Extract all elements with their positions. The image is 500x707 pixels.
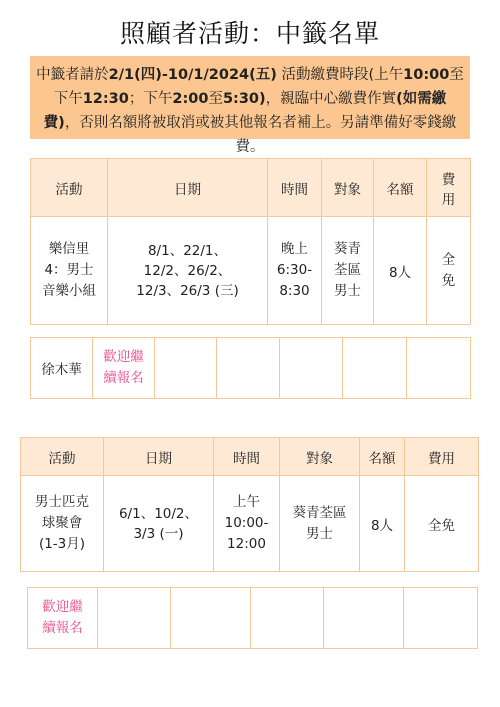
header-time: 時間 [214,438,280,476]
table-header-row [21,438,479,476]
notice-bold-time: 2:00 [172,91,209,107]
notice-bold-time: 12:30 [82,91,129,107]
header-fee: 費用 [427,159,471,217]
empty-slot [171,588,251,649]
welcome-signup-text: 歡迎繼續報名 [28,588,98,649]
empty-slot [217,338,280,399]
notice-text: 至 [208,91,223,107]
header-time: 時間 [268,159,322,217]
participant-roster-2 [27,587,478,649]
cell-target: 葵青荃區男士 [322,217,374,325]
header-target: 對象 [280,438,360,476]
notice-bold-condition: (如需繳費) [43,91,447,131]
notice-text: 活動繳費時段(上午 [276,67,404,83]
cell-date: 6/1、10/2、3/3 (一) [104,476,214,572]
cell-activity: 樂信里4：男士音樂小組 [31,217,108,325]
empty-slot [98,588,171,649]
cell-date: 8/1、22/1、12/2、26/2、12/3、26/3 (三) [108,217,268,325]
table-row [31,217,471,325]
participant-roster-1 [30,337,471,399]
participant-name: 徐木華 [31,338,93,399]
activity-table-2 [20,437,479,572]
welcome-signup-text: 歡迎繼續報名 [93,338,155,399]
cell-time: 上午 10:00-12:00 [214,476,280,572]
cell-quota: 8人 [374,217,427,325]
empty-slot [407,338,471,399]
header-quota: 名額 [360,438,405,476]
empty-slot [251,588,324,649]
table-row [21,476,479,572]
header-fee: 費用 [405,438,479,476]
cell-quota: 8人 [360,476,405,572]
header-date: 日期 [104,438,214,476]
header-quota: 名額 [374,159,427,217]
table-header-row [31,159,471,217]
header-activity: 活動 [21,438,104,476]
header-target: 對象 [322,159,374,217]
empty-slot [324,588,404,649]
notice-text: 中籤者請於 [36,67,109,83]
notice-text: ，親臨中心繳費作實 [265,91,397,107]
cell-fee: 全免 [405,476,479,572]
roster-row [28,588,478,649]
notice-bold-time: 5:30) [222,91,266,107]
cell-activity: 男士匹克球聚會 (1-3月) [21,476,104,572]
header-date: 日期 [108,159,268,217]
notice-bold-time: 10:00 [403,67,450,83]
empty-slot [404,588,478,649]
empty-slot [155,338,217,399]
empty-slot [280,338,343,399]
payment-notice [30,56,470,155]
notice-text: ，否則名額將被取消或被其他報名者補上。另請準備好零錢繳費。 [64,115,457,155]
roster-row [31,338,471,399]
cell-fee: 全免 [427,217,471,325]
notice-bold-date: 2/1(四)-10/1/2024(五) [108,67,277,83]
cell-time: 晚上 6:30-8:30 [268,217,322,325]
header-activity: 活動 [31,159,108,217]
cell-target: 葵青荃區男士 [280,476,360,572]
notice-text: ；下午 [128,91,173,107]
activity-table-1 [30,158,471,325]
notice-text: 至下午 [53,67,464,107]
empty-slot [343,338,407,399]
page-title: 照顧者活動：中籤名單 [119,19,380,48]
